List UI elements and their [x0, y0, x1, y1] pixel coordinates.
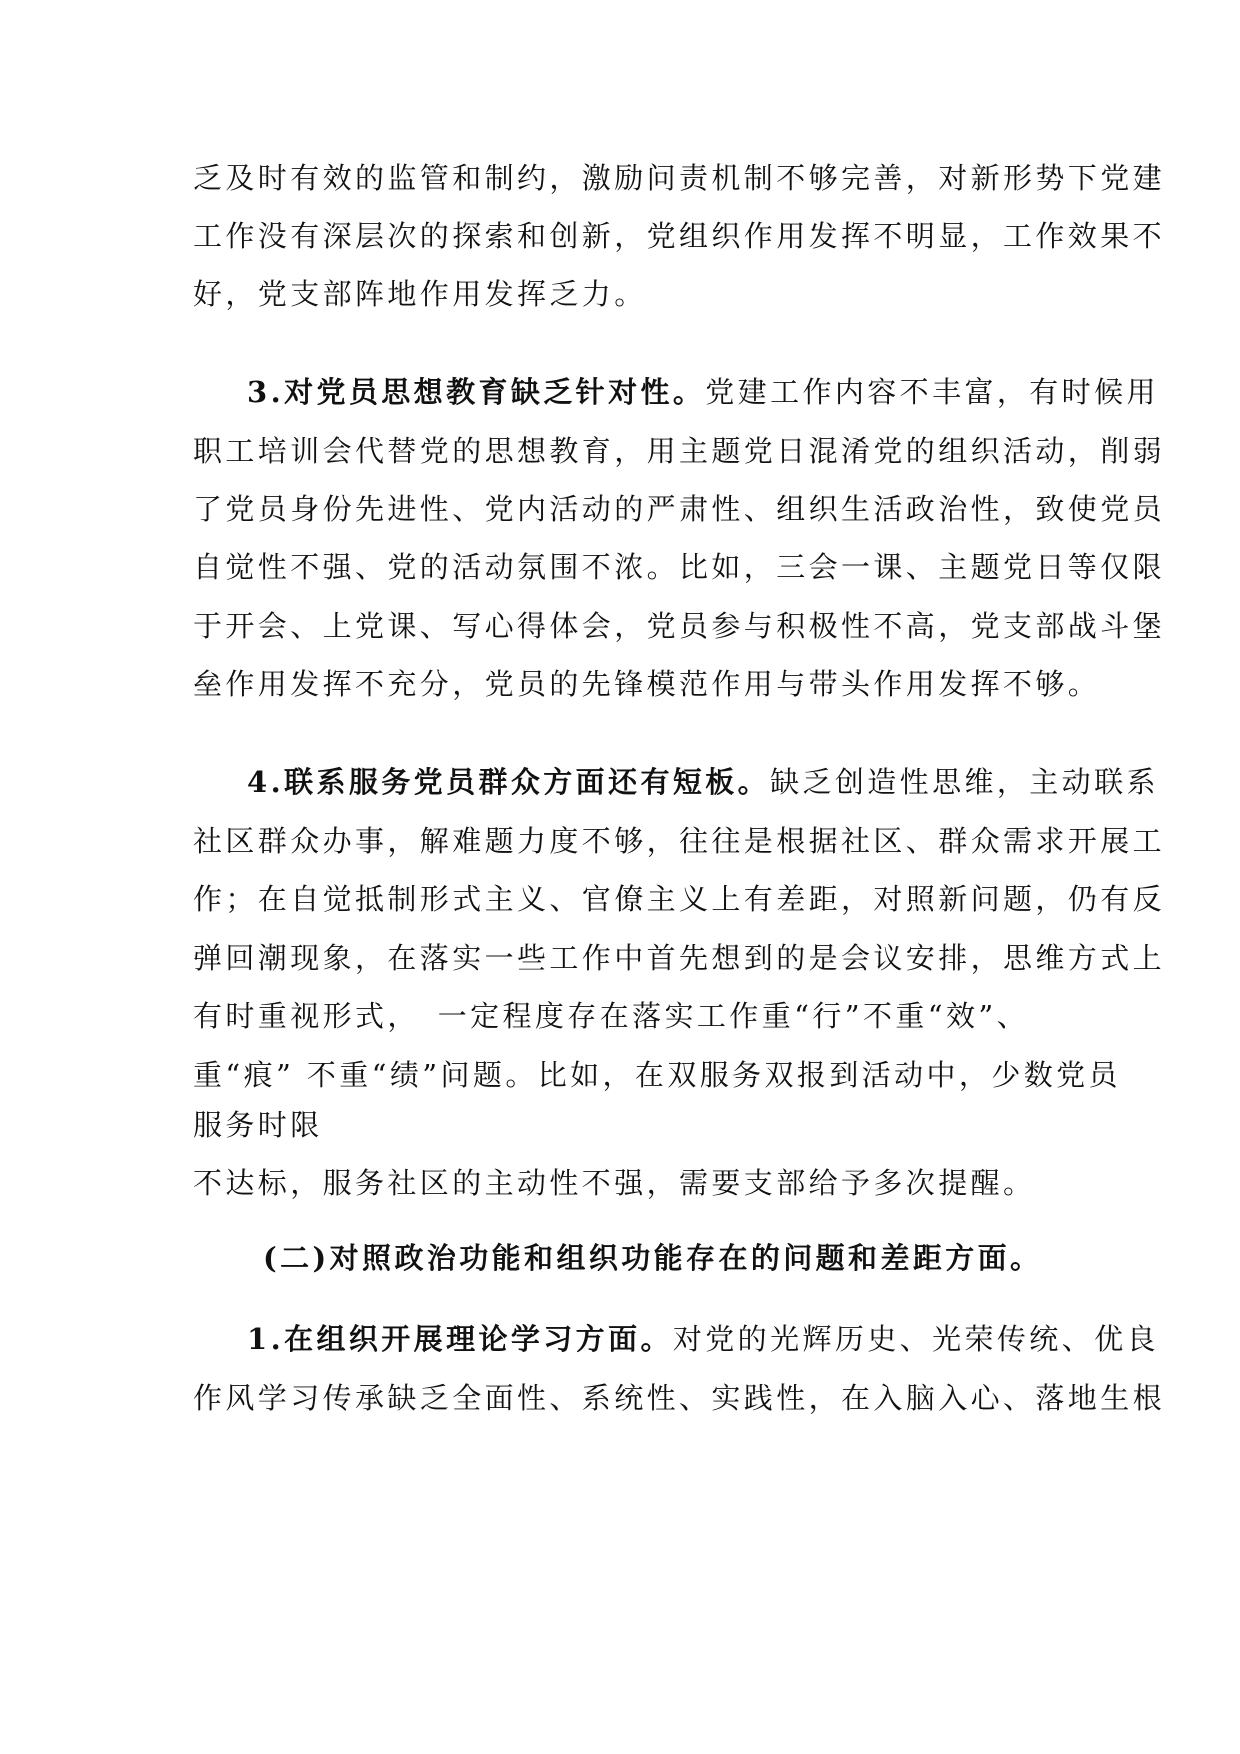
section-heading: (二)对照政治功能和组织功能存在的问题和差距方面。 [263, 1241, 1043, 1275]
paragraph-line: 自觉性不强、党的活动氛围不浓。比如，三会一课、主题党日等仅限 [193, 550, 1166, 584]
paragraph-line [247, 1319, 1159, 1359]
paragraph-line [247, 372, 1159, 412]
paragraph-text: 缺乏创造性思维，主动联系 [770, 765, 1159, 799]
paragraph-line: 乏及时有效的监管和制约，激励问责机制不够完善，对新形势下党建 [193, 161, 1166, 195]
paragraph-line: 作；在自觉抵制形式主义、官僚主义上有差距，对照新问题，仍有反 [193, 882, 1166, 916]
paragraph-line: 社区群众办事，解难题力度不够，往往是根据社区、群众需求开展工 [193, 824, 1166, 858]
paragraph-line [247, 762, 1159, 802]
paragraph-line: 重“痕” 不重“绩”问题。比如，在双服务双报到活动中，少数党员 [193, 1058, 1121, 1092]
item-heading: 3.对党员思想教育缺乏针对性。 [247, 375, 706, 409]
paragraph-line: 工作没有深层次的探索和创新，党组织作用发挥不明显，工作效果不 [193, 219, 1166, 253]
paragraph-line: 弹回潮现象，在落实一些工作中首先想到的是会议安排，思维方式上 [193, 941, 1166, 975]
paragraph-text: 对党的光辉历史、光荣传统、优良 [672, 1322, 1159, 1356]
paragraph-line: 垒作用发挥不充分，党员的先锋模范作用与带头作用发挥不够。 [193, 667, 1101, 701]
paragraph-line: 好，党支部阵地作用发挥乏力。 [193, 277, 647, 311]
paragraph-line: 于开会、上党课、写心得体会，党员参与积极性不高，党支部战斗堡 [193, 609, 1166, 643]
item-heading: 4.联系服务党员群众方面还有短板。 [247, 765, 771, 799]
paragraph-line: 有时重视形式， 一定程度存在落实工作重“行”不重“效”、 [193, 999, 1030, 1033]
paragraph-line: 了党员身份先进性、党内活动的严肃性、组织生活政治性，致使党员 [193, 492, 1166, 526]
paragraph-line: 职工培训会代替党的思想教育，用主题党日混淆党的组织活动，削弱 [193, 434, 1166, 468]
paragraph-line: 服务时限 [193, 1108, 323, 1142]
paragraph-line: 作风学习传承缺乏全面性、系统性、实践性，在入脑入心、落地生根 [193, 1381, 1166, 1415]
item-heading: 1.在组织开展理论学习方面。 [247, 1322, 673, 1356]
paragraph-text: 党建工作内容不丰富，有时候用 [705, 375, 1159, 409]
paragraph-line: 不达标，服务社区的主动性不强，需要支部给予多次提醒。 [193, 1166, 1036, 1200]
